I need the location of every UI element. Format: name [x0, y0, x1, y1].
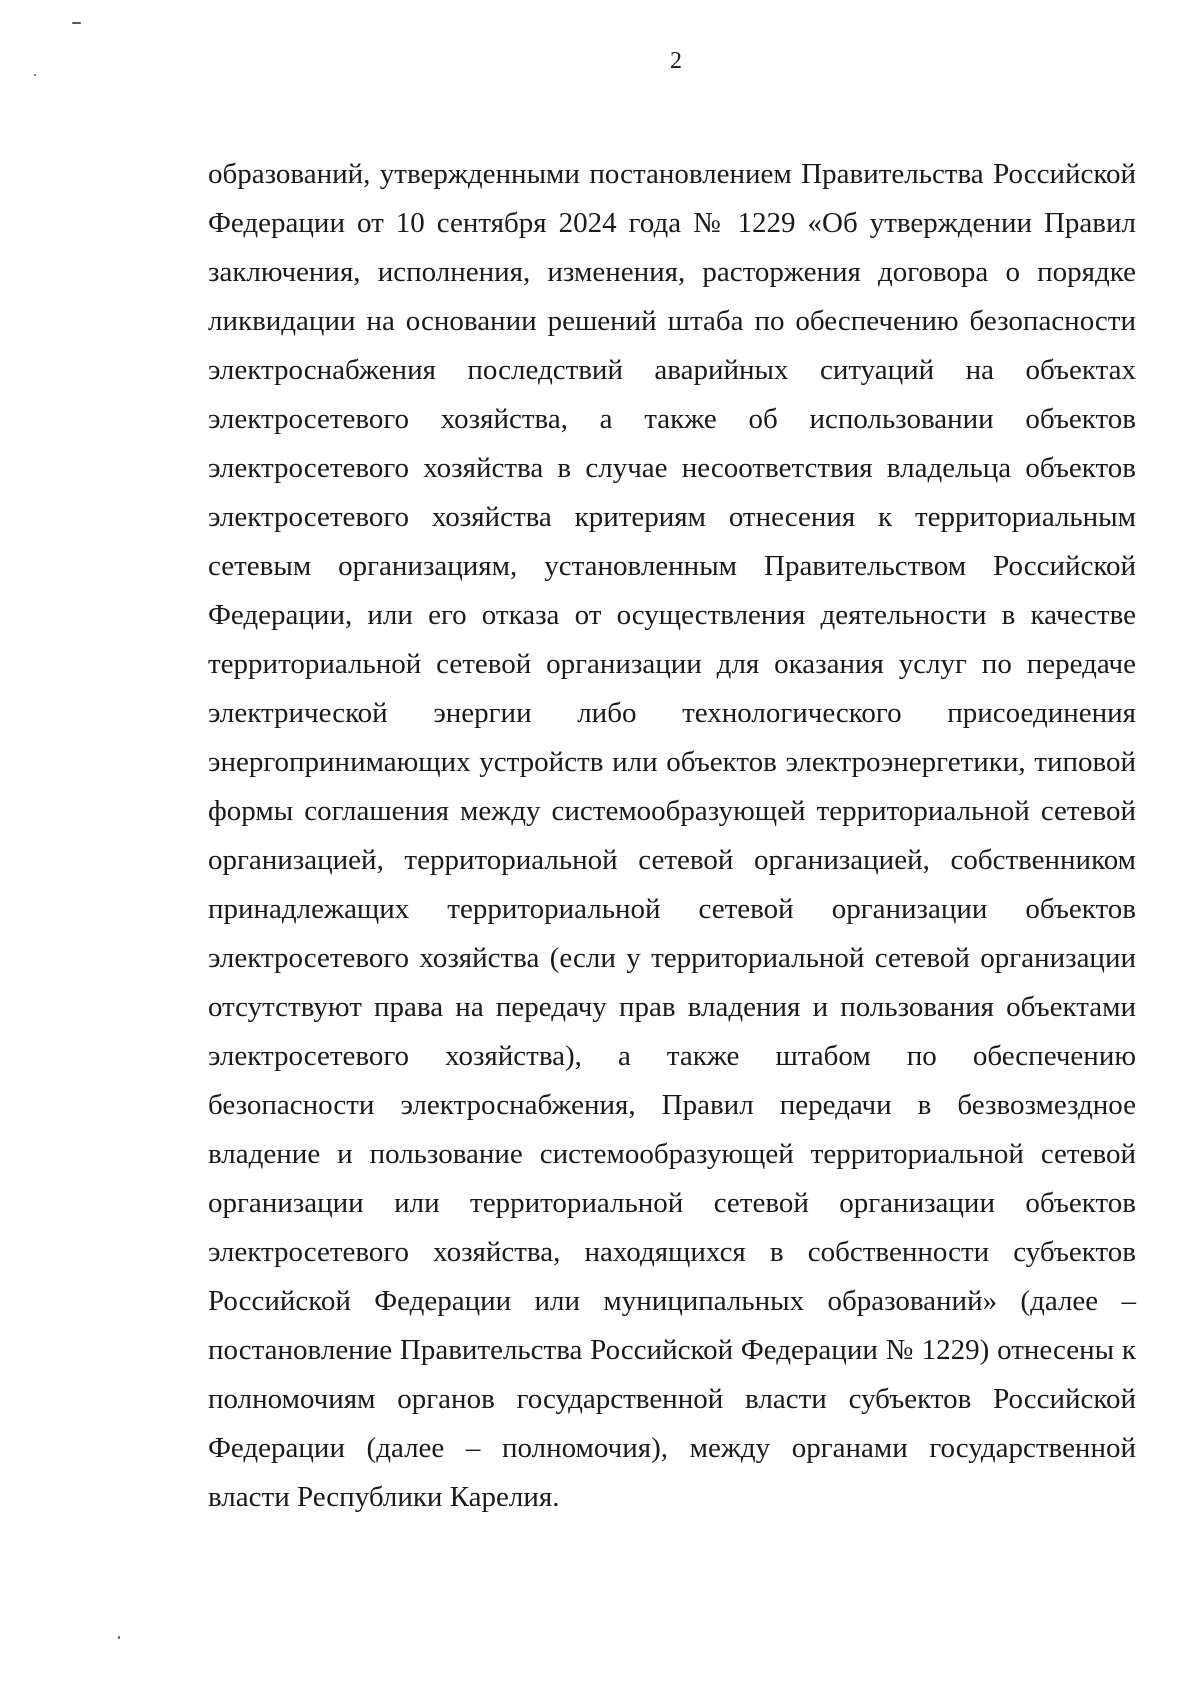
page-number: 2 — [670, 48, 682, 74]
scan-speck-bottom-left — [118, 1636, 120, 1639]
body-paragraph: образований, утвержденными постановлением Правительства Российской Федерации от 10 сентября 2024 года № 1229 «Об утверждении Правил заключения, исполнения, изменения, расторжения договора о порядке ликвидации на основании решений штаба по обеспечению безопасности электроснабжения последствий аварийных ситуаций на объектах электросетевого хозяйства, а также об использовании объектов электросетевого хозяйства в случае несоответствия владельца объектов электросетевого хозяйства критериям отнесения к территориальным сетевым организациям, установленным Правительством Российской Федерации, или его отказа от осуществления деятельности в качестве территориальной сетевой организации для оказания услуг по передаче электрической энергии либо технологического присоединения энергопринимающих устройств или объектов электроэнергетики, типовой формы соглашения между системообразующей территориальной сетевой организацией, территориальной сетевой организацией, собственником принадлежащих территориальной сетевой организации объектов электросетевого хозяйства (если у территориальной сетевой организации отсутствуют права на передачу прав владения и пользования объектами электросетевого хозяйства), а также штабом по обеспечению безопасности электроснабжения, Правил передачи в безвозмездное владение и пользование системообразующей территориальной сетевой организации или территориальной сетевой организации объектов электросетевого хозяйства, находящихся в собственности субъектов Российской Федерации или муниципальных образований» (далее – постановление Правительства Российской Федерации № 1229) отнесены к полномочиям органов государственной власти субъектов Российской Федерации (далее – полномочия), между органами государственной власти Республики Карелия. — [208, 158, 1136, 1513]
scan-speck-top-left — [72, 22, 81, 24]
